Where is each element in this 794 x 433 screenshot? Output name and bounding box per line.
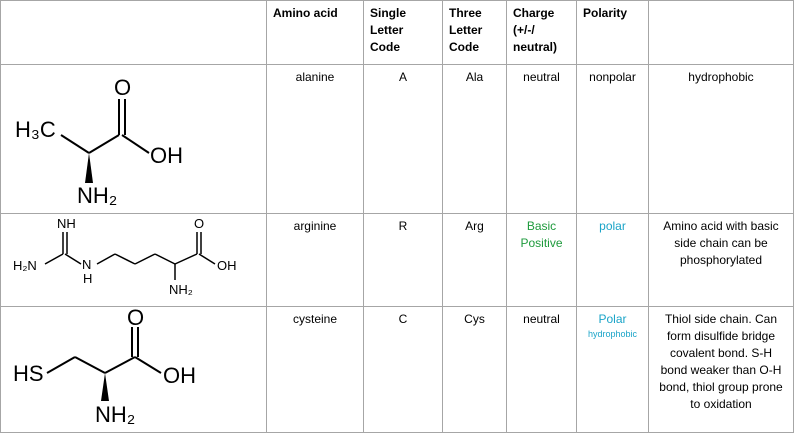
cysteine-structure-diagram <box>1 307 265 427</box>
wedge-bond <box>101 373 109 401</box>
header-charge: Charge (+/-/ neutral) <box>507 1 577 65</box>
hydroxyl-label: OH <box>150 143 183 168</box>
carbonyl-o-label: O <box>127 307 145 330</box>
cysteine-structure <box>1 307 267 433</box>
single-letter-code: R <box>364 214 443 307</box>
amino-acid-name: alanine <box>267 65 364 214</box>
charge-value: neutral <box>507 307 577 433</box>
polarity-value: polar <box>577 214 649 307</box>
charge-line-1: Basic <box>526 219 557 233</box>
header-amino-acid: Amino acid <box>267 1 364 65</box>
imine-label: NH <box>57 216 76 231</box>
three-letter-code: Ala <box>443 65 507 214</box>
hydroxyl-label: OH <box>163 363 196 388</box>
polarity-sub: hydrophobic <box>587 329 638 339</box>
header-structure <box>1 1 267 65</box>
alanine-structure-diagram <box>1 65 265 208</box>
charge-line-2: Positive <box>520 236 563 250</box>
guanidino-amine-label: H₂N <box>13 258 37 273</box>
header-row <box>1 1 794 65</box>
table-row <box>1 65 794 214</box>
polarity-value: nonpolar <box>577 65 649 214</box>
three-letter-code: Cys <box>443 307 507 433</box>
arginine-structure <box>1 214 267 307</box>
amine-label: NH₂ <box>169 282 193 297</box>
hydrogen-label: H <box>83 271 93 286</box>
arginine-structure-diagram <box>1 214 265 301</box>
amino-acid-name: arginine <box>267 214 364 307</box>
amine-label: NH₂ <box>77 183 118 208</box>
header-polarity: Polarity <box>577 1 649 65</box>
table-row <box>1 214 794 307</box>
nitrogen-label: N <box>82 257 92 272</box>
polarity-value <box>577 307 649 433</box>
ch3-label: H₃C <box>15 117 56 142</box>
single-letter-code: A <box>364 65 443 214</box>
single-letter-code: C <box>364 307 443 433</box>
notes-value: Amino acid with basic side chain can be phosphorylated <box>649 214 794 307</box>
carbonyl-o-label: O <box>194 216 205 231</box>
charge-value: neutral <box>507 65 577 214</box>
amine-label: NH₂ <box>95 402 136 427</box>
carbonyl-o-label: O <box>114 75 132 100</box>
header-single-letter: Single Letter Code <box>364 1 443 65</box>
header-three-letter: Three Letter Code <box>443 1 507 65</box>
table-row <box>1 307 794 433</box>
notes-value: hydrophobic <box>649 65 794 214</box>
alanine-structure <box>1 65 267 214</box>
notes-value: Thiol side chain. Can form disulfide bridge covalent bond. S-H bond weaker than O-H bond, thiol group prone to oxidation <box>649 307 794 433</box>
three-letter-code: Arg <box>443 214 507 307</box>
hydroxyl-label: OH <box>217 258 237 273</box>
charge-value <box>507 214 577 307</box>
amino-acid-name: cysteine <box>267 307 364 433</box>
polarity-main: Polar <box>598 312 627 326</box>
thiol-label: HS <box>13 361 44 386</box>
header-notes <box>649 1 794 65</box>
wedge-bond <box>85 153 93 183</box>
